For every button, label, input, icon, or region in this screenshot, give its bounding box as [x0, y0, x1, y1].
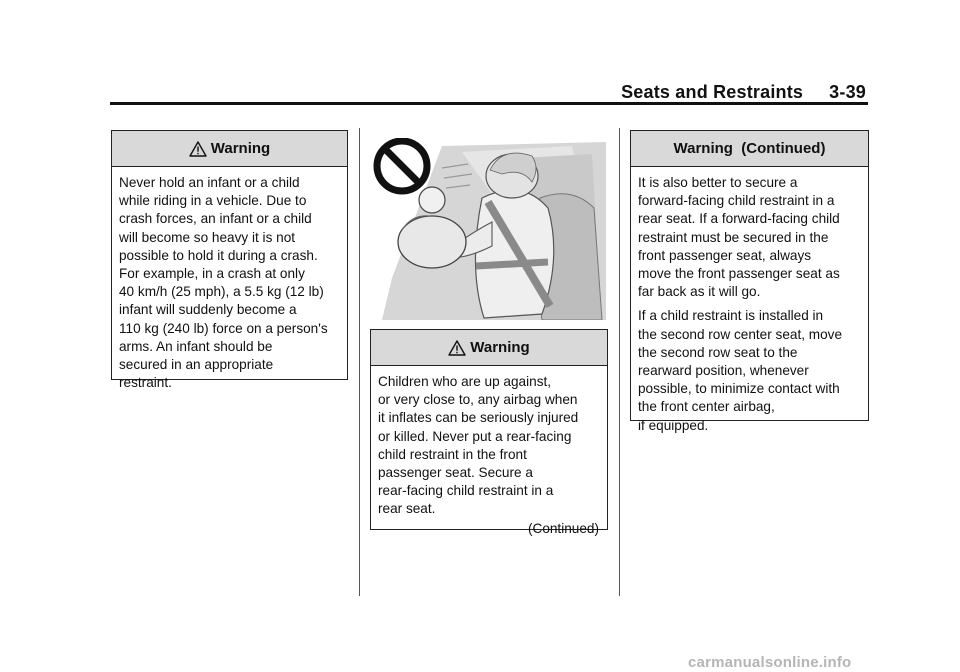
text-line: while riding in a vehicle. Due to [119, 193, 307, 209]
text-line: It is also better to secure a [638, 175, 798, 190]
warning-box-header [631, 131, 868, 167]
column-divider-right [619, 128, 620, 596]
text-line: rearward position, whenever [638, 363, 809, 379]
text-line: it inflates can be seriously injured [378, 410, 579, 426]
warning-body [631, 167, 868, 447]
text-line: infant will suddenly become a [119, 302, 297, 318]
text-line: front passenger seat, always [638, 247, 812, 263]
text-line: possible to hold it during a crash. [119, 247, 318, 263]
text-line: 110 kg (240 lb) force on a person's [119, 320, 328, 336]
text-line: arms. An infant should be [119, 338, 273, 354]
warning-box-header [371, 330, 607, 366]
text-line: the second row seat to the [638, 344, 798, 360]
warning-title: Warning [470, 339, 530, 356]
page-header [560, 82, 866, 103]
text-line: restraint. [119, 375, 172, 391]
illustration-adult-holding-infant [372, 138, 606, 320]
header-rule [110, 102, 868, 105]
text-line: Never hold an infant or a child [119, 175, 300, 190]
page-number: 3-39 [829, 82, 866, 102]
text-line: passenger seat. Secure a [378, 465, 533, 481]
text-line: forward-facing child restraint in a [638, 193, 835, 209]
warning-box-header [112, 131, 347, 167]
text-line: If a child restraint is installed in [638, 308, 824, 324]
text-line: far back as it will go. [638, 284, 761, 300]
text-line: restraint must be secured in the [638, 229, 829, 245]
warning-triangle-icon [448, 340, 466, 356]
section-title: Seats and Restraints [621, 82, 804, 102]
paragraph [638, 307, 860, 434]
warning-title: Warning [210, 140, 271, 157]
text-line: the second row center seat, move [638, 326, 843, 342]
text-line: the front center airbag, [638, 399, 775, 415]
paragraph [638, 174, 860, 301]
warning-title: Warning (Continued) [673, 140, 826, 157]
warning-triangle-icon [189, 141, 207, 157]
continued-label: (Continued) [527, 520, 599, 536]
text-line: secured in an appropriate [119, 357, 274, 373]
warning-box-infant [111, 130, 348, 391]
column-divider-left [359, 128, 360, 596]
text-line: For example, in a crash at only [119, 266, 305, 282]
text-line: rear-facing child restraint in a [378, 483, 554, 499]
text-line: crash forces, an infant or a child [119, 211, 312, 227]
warning-body [371, 366, 607, 544]
text-line: if equipped. [638, 417, 709, 433]
text-line: rear seat. If a forward-facing child [638, 211, 840, 227]
text-line: or very close to, any airbag when [378, 392, 578, 408]
text-line: possible, to minimize contact with [638, 381, 840, 397]
warning-box-airbag [370, 329, 608, 536]
text-line: child restraint in the front [378, 446, 527, 462]
text-line: 40 km/h (25 mph), a 5.5 kg (12 lb) [119, 284, 324, 300]
warning-body [112, 167, 347, 398]
watermark: carmanualsonline.info [688, 654, 852, 671]
text-line: move the front passenger seat as [638, 266, 840, 282]
warning-box-continued [630, 130, 869, 433]
text-line: rear seat. [378, 501, 436, 517]
text-line: Children who are up against, [378, 374, 552, 389]
text-line: will become so heavy it is not [119, 229, 296, 245]
text-line: or killed. Never put a rear-facing [378, 428, 572, 444]
